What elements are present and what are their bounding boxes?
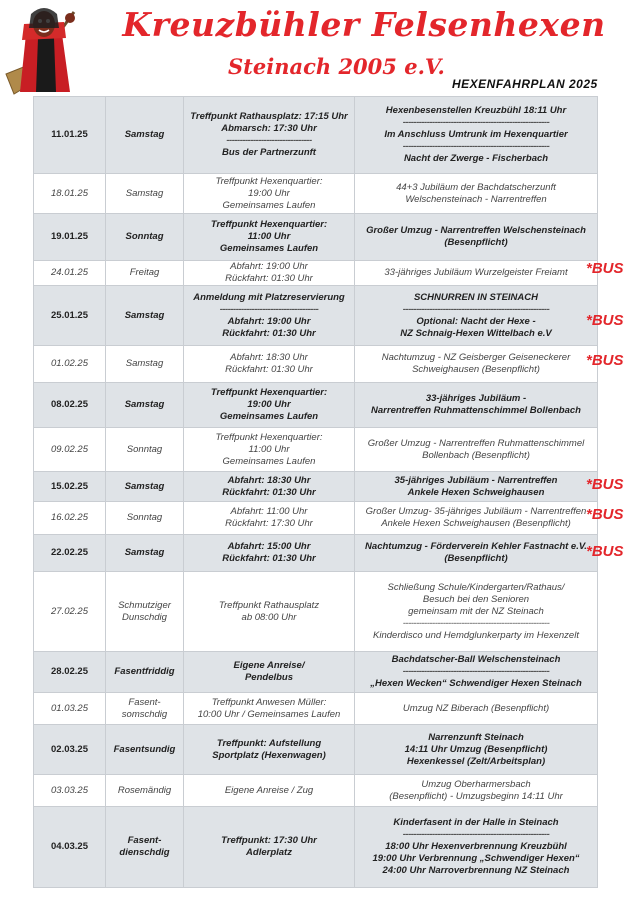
weekday-cell: Freitag [106, 261, 184, 286]
meeting-line: Treffpunkt: Aufstellung [216, 737, 322, 749]
date-cell: 03.03.25 [34, 775, 106, 807]
bus-marker: *BUS [586, 543, 624, 560]
meeting-line: Abfahrt: 15:00 Uhr [227, 541, 311, 552]
meeting-line: Treffpunkt: 17:30 Uhr [221, 835, 317, 846]
event-cell [355, 472, 598, 502]
bus-marker: *BUS [586, 476, 624, 493]
table-row [34, 383, 598, 428]
bus-marker: *BUS [586, 260, 624, 277]
meeting-cell [184, 572, 355, 652]
table-row [34, 693, 598, 725]
meeting-line: Gemeinsames Laufen [222, 455, 316, 467]
meeting-line: 10:00 Uhr / Gemeinsames Laufen [197, 708, 341, 720]
weekday-cell: Samstag [106, 286, 184, 346]
event-line: (Besenpflicht) [444, 237, 508, 248]
meeting-cell [184, 286, 355, 346]
header [0, 0, 638, 96]
date-cell: 04.03.25 [34, 807, 106, 888]
table-row [34, 725, 598, 775]
meeting-line: 11:00 Uhr [247, 231, 291, 242]
meeting-line: Eigene Anreise/ [233, 660, 305, 671]
event-cell [355, 807, 598, 888]
event-line: Großer Umzug- 35-jähriges Jubiläum - Narrentreffen [365, 506, 587, 517]
event-line: Schließung Schule/Kindergarten/Rathaus/ [387, 581, 565, 593]
weekday-cell: Rosemändig [106, 775, 184, 807]
weekday-cell: Samstag [106, 174, 184, 214]
table-row [34, 535, 598, 572]
event-line: 35-jähriges Jubiläum - Narrentreffen [394, 474, 558, 486]
event-line: 14:11 Uhr Umzug (Besenpflicht) [404, 743, 548, 755]
date-cell: 18.01.25 [34, 174, 106, 214]
event-line: ------------------------------------------------------- [402, 303, 550, 315]
date-cell: 01.02.25 [34, 346, 106, 383]
meeting-line: Gemeinsames Laufen [219, 243, 319, 254]
weekday-cell: Samstag [106, 97, 184, 174]
event-line: ------------------------------------------------------- [402, 666, 550, 677]
date-cell: 19.01.25 [34, 214, 106, 261]
bus-marker: *BUS [586, 312, 624, 329]
event-cell [355, 174, 598, 214]
event-cell [355, 775, 598, 807]
meeting-line: 11:00 Uhr [248, 443, 290, 455]
event-cell [355, 502, 598, 535]
event-line: ------------------------------------------------------- [402, 829, 550, 840]
event-line: 33-jähriges Jubiläum - [425, 393, 527, 404]
event-line: Optional: Nacht der Hexe - [416, 315, 536, 327]
meeting-line: Treffpunkt Hexenquartier: [215, 431, 323, 443]
meeting-line: Sportplatz (Hexenwagen) [212, 749, 326, 761]
meeting-line: Rückfahrt: 01:30 Uhr [222, 327, 316, 339]
weekday-cell: Samstag [106, 346, 184, 383]
event-line: Nachtumzug - NZ Geisberger Geiseneckerer [381, 352, 571, 363]
meeting-line: Bus der Partnerzunft [222, 147, 316, 158]
meeting-line: -------------------------------- [226, 135, 312, 146]
meeting-line: Gemeinsames Laufen [222, 199, 316, 211]
event-line: Kinderfasent in der Halle in Steinach [393, 817, 559, 828]
date-cell: 16.02.25 [34, 502, 106, 535]
date-cell: 15.02.25 [34, 472, 106, 502]
event-line: 24:00 Uhr Narroverbrennung NZ Steinach [382, 865, 570, 876]
event-line: Welschensteinach - Narrentreffen [405, 193, 547, 205]
event-line: Nachtumzug - Förderverein Kehler Fastnacht e.V. [365, 541, 587, 552]
event-cell [355, 428, 598, 472]
event-line: Schweighausen (Besenpflicht) [412, 364, 540, 375]
meeting-cell [184, 346, 355, 383]
event-cell [355, 693, 598, 725]
meeting-line: Abfahrt: 11:00 Uhr [230, 506, 308, 517]
bus-marker: *BUS [586, 352, 624, 369]
event-line: 19:00 Uhr Verbrennung „Schwendiger Hexen“ [372, 853, 580, 864]
weekday-cell: Fasentsundig [106, 725, 184, 775]
meeting-cell [184, 535, 355, 572]
table-row [34, 214, 598, 261]
meeting-cell [184, 652, 355, 693]
witch-mascot-icon [4, 4, 90, 96]
meeting-line: Rückfahrt: 01:30 Uhr [225, 273, 313, 284]
table-row [34, 261, 598, 286]
weekday-cell: Samstag [106, 535, 184, 572]
event-cell [355, 572, 598, 652]
event-line: Nacht der Zwerge - Fischerbach [403, 153, 549, 164]
weekday-cell: Sonntag [106, 214, 184, 261]
table-row [34, 775, 598, 807]
table-row [34, 652, 598, 693]
event-cell [355, 97, 598, 174]
date-cell: 28.02.25 [34, 652, 106, 693]
meeting-line: 19:00 Uhr [248, 187, 290, 199]
event-cell [355, 652, 598, 693]
weekday-cell: Sonntag [106, 502, 184, 535]
event-line: NZ Schnaig-Hexen Wittelbach e.V [400, 327, 552, 339]
meeting-cell [184, 214, 355, 261]
date-cell: 27.02.25 [34, 572, 106, 652]
event-line: Kinderdisco und Hemdglunkerparty im Hexenzelt [373, 629, 579, 641]
event-line: 18:00 Uhr Hexenverbrennung Kreuzbühl [385, 841, 567, 852]
meeting-line: Eigene Anreise / Zug [224, 784, 314, 796]
table-row [34, 472, 598, 502]
table-row [34, 572, 598, 652]
meeting-cell [184, 383, 355, 428]
meeting-line: 19:00 Uhr [247, 399, 291, 410]
meeting-line: Adlerplatz [246, 847, 292, 858]
event-cell [355, 725, 598, 775]
meeting-line: Anmeldung mit Platzreservierung [193, 291, 345, 303]
event-line: 33-jähriges Jubiläum Wurzelgeister Freiamt [384, 267, 568, 278]
date-cell: 22.02.25 [34, 535, 106, 572]
event-line: Bollenbach (Besenpflicht) [422, 449, 530, 461]
meeting-cell [184, 807, 355, 888]
table-row [34, 428, 598, 472]
plan-title: HEXENFAHRPLAN 2025 [452, 77, 598, 91]
meeting-cell [184, 775, 355, 807]
event-line: gemeinsam mit der NZ Steinach [408, 605, 544, 617]
event-line: „Hexen Wecken“ Schwendiger Hexen Steinach [370, 678, 582, 689]
date-cell: 02.03.25 [34, 725, 106, 775]
event-line: Ankele Hexen Schweighausen [407, 486, 545, 498]
event-line: (Besenpflicht) [444, 553, 508, 564]
event-line: Bachdatscher-Ball Welschensteinach [391, 654, 561, 665]
event-line: Narrenzunft Steinach [428, 731, 524, 743]
meeting-line: Rückfahrt: 01:30 Uhr [222, 553, 316, 564]
event-cell [355, 383, 598, 428]
page-title: Kreuzbühler Felsenhexen [122, 5, 606, 44]
table-row [34, 346, 598, 383]
weekday-cell: Sonntag [106, 428, 184, 472]
event-cell [355, 261, 598, 286]
meeting-cell [184, 693, 355, 725]
table-row [34, 807, 598, 888]
event-line: Umzug NZ Biberach (Besenpflicht) [402, 702, 550, 714]
date-cell: 25.01.25 [34, 286, 106, 346]
meeting-cell [184, 428, 355, 472]
event-line: ------------------------------------------------------- [402, 617, 550, 629]
event-line: Großer Umzug - Narrentreffen Welschensteinach [366, 225, 586, 236]
meeting-line: Abmarsch: 17:30 Uhr [221, 123, 317, 134]
event-cell [355, 346, 598, 383]
date-cell: 11.01.25 [34, 97, 106, 174]
meeting-cell [184, 502, 355, 535]
event-line: Besuch bei den Senioren [422, 593, 530, 605]
event-line: Großer Umzug - Narrentreffen Ruhmattenschimmel [367, 437, 585, 449]
event-line: SCHNURREN IN STEINACH [413, 291, 539, 303]
table-row [34, 174, 598, 214]
weekday-cell: Samstag [106, 383, 184, 428]
date-cell: 09.02.25 [34, 428, 106, 472]
meeting-line: Abfahrt: 19:00 Uhr [230, 261, 308, 272]
event-line: (Besenpflicht) - Umzugsbeginn 14:11 Uhr [389, 790, 563, 802]
meeting-line: Abfahrt: 18:30 Uhr [230, 352, 308, 363]
meeting-line: Treffpunkt Hexenquartier: [210, 387, 328, 398]
event-line: ------------------------------------------------------- [402, 141, 550, 152]
meeting-line: ab 08:00 Uhr [241, 611, 297, 623]
schedule-table [33, 96, 598, 888]
meeting-cell [184, 97, 355, 174]
event-cell [355, 214, 598, 261]
event-line: Hexenbesenstellen Kreuzbühl 18:11 Uhr [385, 105, 567, 116]
meeting-line: Rückfahrt: 01:30 Uhr [222, 486, 316, 498]
meeting-line: ------------------------------------- [219, 303, 319, 315]
meeting-line: Abfahrt: 18:30 Uhr [227, 474, 311, 486]
meeting-line: Treffpunkt Hexenquartier: [210, 219, 328, 230]
meeting-cell [184, 261, 355, 286]
weekday-cell: Fasentfriddig [106, 652, 184, 693]
meeting-cell [184, 725, 355, 775]
meeting-line: Pendelbus [244, 672, 294, 683]
event-line: ------------------------------------------------------- [402, 117, 550, 128]
meeting-line: Rückfahrt: 17:30 Uhr [225, 518, 313, 529]
event-line: Hexenkessel (Zelt/Arbeitsplan) [406, 755, 546, 767]
event-line: Im Anschluss Umtrunk im Hexenquartier [384, 129, 568, 140]
date-cell: 01.03.25 [34, 693, 106, 725]
table-row [34, 286, 598, 346]
event-line: Umzug Oberharmersbach [421, 778, 531, 790]
meeting-line: Treffpunkt Rathausplatz [218, 599, 320, 611]
meeting-line: Treffpunkt Anwesen Müller: [211, 696, 327, 708]
meeting-line: Treffpunkt Rathausplatz: 17:15 Uhr [190, 111, 348, 122]
weekday-cell: Samstag [106, 472, 184, 502]
page-subtitle: Steinach 2005 e.V. [228, 54, 445, 79]
event-line: 44+3 Jubiläum der Bachdatscherzunft [396, 181, 556, 193]
event-cell [355, 286, 598, 346]
date-cell: 24.01.25 [34, 261, 106, 286]
event-line: Ankele Hexen Schweighausen (Besenpflicht) [381, 518, 571, 529]
bus-marker: *BUS [586, 506, 624, 523]
meeting-cell [184, 174, 355, 214]
date-cell: 08.02.25 [34, 383, 106, 428]
meeting-line: Gemeinsames Laufen [219, 411, 319, 422]
meeting-line: Rückfahrt: 01:30 Uhr [225, 364, 313, 375]
weekday-cell: Fasent-somschdig [106, 693, 184, 725]
weekday-cell: Fasent-dienschdig [106, 807, 184, 888]
meeting-line: Abfahrt: 19:00 Uhr [227, 315, 311, 327]
weekday-cell: Schmutziger Dunschdig [106, 572, 184, 652]
table-row [34, 502, 598, 535]
meeting-line: Treffpunkt Hexenquartier: [215, 175, 323, 187]
meeting-cell [184, 472, 355, 502]
table-row [34, 97, 598, 174]
event-cell [355, 535, 598, 572]
event-line: Narrentreffen Ruhmattenschimmel Bollenbach [371, 405, 581, 416]
